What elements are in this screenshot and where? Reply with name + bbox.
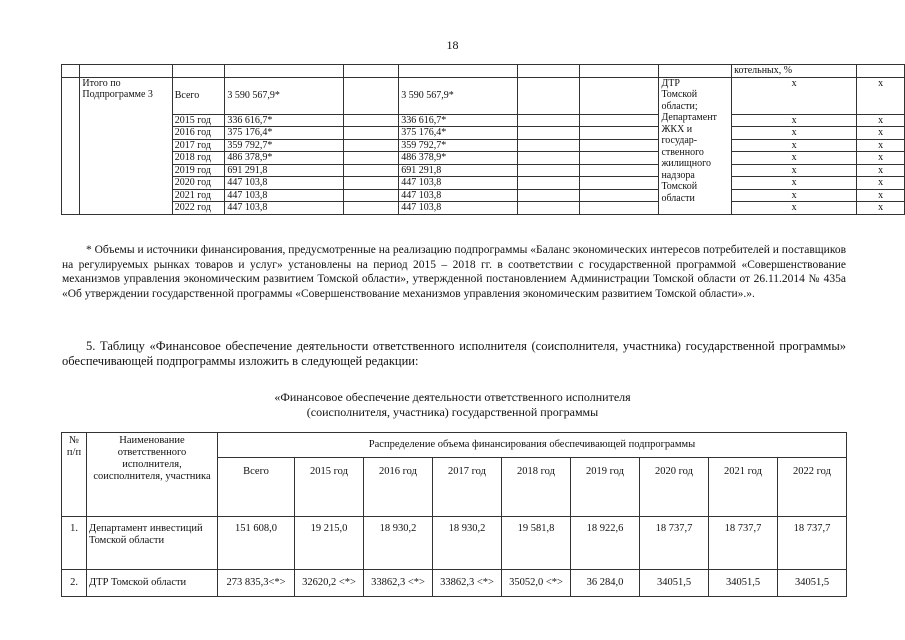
table-row — [62, 65, 905, 78]
table-row: 2022 год 447 103,8 447 103,8 х х — [62, 202, 905, 215]
table-title-line-2: (соисполнителя, участника) государственной программы — [306, 405, 599, 419]
column-header-year: 2020 год — [640, 458, 709, 517]
table-title-line-1: «Финансовое обеспечение деятельности ответственного исполнителя — [274, 390, 631, 404]
column-header-year: 2018 год — [502, 458, 571, 517]
executor-cell: ДТР Томской области; Департамент ЖКХ и государ- ственного жилищного надзора Томской области — [659, 77, 732, 214]
point-5-paragraph: 5. Таблицу «Финансовое обеспечение деятельности ответственного исполнителя (соисполнителя, участника) государственной программы» обеспечивающей подпрограммы изложить в следующей редакции: — [62, 339, 846, 368]
column-header-year: 2022 год — [778, 458, 847, 517]
row-number: 1. — [62, 517, 87, 570]
column-header-year: 2017 год — [433, 458, 502, 517]
total-row-label: Всего — [172, 77, 225, 114]
column-header-year: 2015 год — [295, 458, 364, 517]
total-value: 3 590 567,9* — [399, 77, 518, 114]
financing-table — [61, 432, 847, 597]
column-header-year: 2016 год — [364, 458, 433, 517]
table-row: 2020 год 447 103,8 447 103,8 х х — [62, 177, 905, 190]
table-row: 2015 год 336 616,7* 336 616,7* х х — [62, 114, 905, 127]
total-value: 3 590 567,9* — [225, 77, 344, 114]
table-row: 1. Департамент инвестиций Томской области 151 608,0 19 215,0 18 930,2 18 930,2 19 581,8 18 922,6 18 737,7 18 737,7 18 737,7 — [62, 517, 847, 570]
row-name: Департамент инвестиций Томской области — [87, 517, 218, 570]
column-header-number: № п/п — [62, 433, 87, 517]
table-row: 2016 год 375 176,4* 375 176,4* х х — [62, 127, 905, 140]
table-row: 2021 год 447 103,8 447 103,8 х х — [62, 189, 905, 202]
table-header-row — [62, 433, 847, 458]
column-header-group: Распределение объема финансирования обеспечивающей подпрограммы — [218, 433, 847, 458]
total-label: Итого по Подпрограмме 3 — [80, 77, 172, 214]
table-row: 2019 год 691 291,8 691 291,8 х х — [62, 164, 905, 177]
table-row: 2017 год 359 792,7* 359 792,7* х х — [62, 139, 905, 152]
column-header-name: Наименование ответственного исполнителя, соисполнителя, участника — [87, 433, 218, 517]
table-row: Итого по Подпрограмме 3 Всего 3 590 567,9* 3 590 567,9* ДТР Томской области; Департамент ЖКХ и государ- ственного жилищного надзора Томской области х х — [62, 77, 905, 114]
column-header-year: 2021 год — [709, 458, 778, 517]
row-number: 2. — [62, 570, 87, 597]
column-header-year: 2019 год — [571, 458, 640, 517]
subprogram-total-table — [61, 64, 905, 215]
table-row: 2. ДТР Томской области 273 835,3<*> 32620,2 <*> 33862,3 <*> 33862,3 <*> 35052,0 <*> 36 284,0 34051,5 34051,5 34051,5 — [62, 570, 847, 597]
page-number: 18 — [446, 38, 459, 52]
row-name: ДТР Томской области — [87, 570, 218, 597]
footnote-paragraph: * Объемы и источники финансирования, предусмотренные на реализацию подпрограммы «Баланс экономических интересов потребителей и поставщиков на регулируемых рынках товаров и услуг» установлены на период 2015 – 2018 гг. в соответствии с государственной программой «Совершенствование механизмов управления экономическим развитием Томской области», утвержденной постановлением Администрации Томской области от 26.11.2014 № 435а «Об утверждении государственной программы «Совершенствование механизмов управления экономическим развитием Томской области».». — [62, 244, 846, 300]
column-header-year: Всего — [218, 458, 295, 517]
table-row: 2018 год 486 378,9* 486 378,9* х х — [62, 152, 905, 165]
top-row-text: котельных, % — [732, 65, 857, 78]
